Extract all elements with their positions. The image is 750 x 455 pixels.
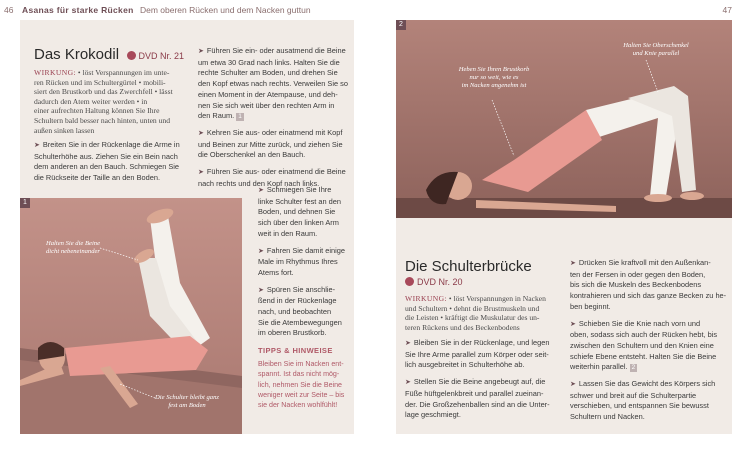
effect-text (405, 294, 565, 332)
step-line: den Kopf etwas nach rechts. Verweilen Sie so (198, 79, 348, 89)
arrow-icon: ➤ (34, 142, 40, 149)
intro-step (34, 140, 196, 184)
effect-line: einer aufrechten Haltung können Sie Ihre (34, 106, 160, 116)
arrow-icon: ➤ (570, 260, 576, 267)
caption-line: und Knie parallel (632, 50, 680, 57)
arrow-icon: ➤ (570, 381, 576, 389)
step-line: kontrahieren und sich das ganze Becken zu he- (570, 291, 727, 301)
arrow-icon: ➤ (258, 187, 264, 194)
schulterbruecke-steps (405, 338, 563, 421)
step-line: ten der Fersen in oder gegen den Boden, (570, 269, 706, 279)
arrow-icon: ➤ (258, 286, 264, 294)
step-line: Kehren Sie aus- oder einatmend mit Kopf (206, 127, 343, 137)
step-line: Lassen Sie das Gewicht des Körpers sich (578, 379, 716, 389)
tips-heading: TIPPS & HINWEISE (258, 346, 333, 355)
step-line: Sie Ihre Arme parallel zum Körper oder seit- (405, 349, 549, 359)
caption-line: Heben Sie Ihren Brustkorb (458, 66, 530, 73)
step-line: Spüren Sie anschlie- (266, 284, 336, 294)
step-line: schwer und breit auf die Schulterpartie (570, 390, 697, 400)
arrow-icon: ➤ (198, 48, 204, 55)
step-line: Führen Sie ein- oder ausatmend die Beine (206, 46, 346, 55)
caption-line: nur so weit, wie es (469, 74, 519, 81)
effect-text (34, 68, 194, 135)
step-line: weiterhin parallel. (570, 362, 628, 372)
step-line: Schulterhöhe aus. Ziehen Sie ein Bein nach (34, 151, 178, 161)
step-line: dem anderen an den Bauch. Schmiegen Sie (34, 162, 180, 172)
effect-line: • löst Verspannungen in Nacken (448, 294, 546, 303)
krokodil-photo (20, 198, 242, 434)
effect-keyword: WIRKUNG: (405, 294, 448, 303)
tips-line: lich, nehmen Sie die Beine (258, 380, 342, 389)
step-line: oben, sodass sich auch der Rücken hebt, bis (570, 330, 718, 340)
step-line: Schieben Sie die Knie nach vorn und (578, 318, 701, 328)
effect-keyword: WIRKUNG: (34, 68, 77, 77)
effect-line: und Schultern • dehnt die Brustmuskeln und (405, 303, 540, 313)
page-title: Die Schulterbrücke (405, 258, 532, 275)
step-line: die Rückseite der Taille an den Boden. (34, 173, 160, 183)
step-line: bis sich die Muskeln des Beckenbodens (570, 280, 702, 290)
tips-line: spannt. Ist das nicht mög- (258, 370, 340, 379)
caption-line: Halten Sie Oberschenkel (623, 42, 689, 49)
step-line: im oberen Brustkorb. (258, 328, 327, 338)
step-line: lich ausgebreitet in Schulterhöhe ab. (405, 360, 525, 370)
step-line: Bleiben Sie in der Rückenlage, und legen (413, 338, 550, 347)
caption-line: dicht nebeneinander (45, 248, 100, 255)
effect-line: ren Rücken und im Schultergürtel • mobili- (34, 77, 166, 87)
step-line: zwischen den Schultern und den Knien eine (570, 340, 714, 350)
caption-line: fest am Boden (168, 402, 206, 409)
step-line: schiefe Ebene entsteht. Halten Sie die Beine (570, 351, 717, 361)
caption-chest (444, 66, 544, 90)
step-line: einen Moment in der Atempause, und deh- (198, 89, 338, 99)
arrow-icon: ➤ (405, 379, 411, 387)
effect-line: die Leisten • kräftigt die Muskulatur des un- (405, 313, 540, 323)
step-line: Schultern und Nacken. (570, 412, 645, 422)
step-line: rechte Schulter am Boden, und drehen Sie (198, 68, 338, 78)
left-page-number: 46 (4, 5, 14, 15)
effect-line: Schultern bald besser nach hinten, unten und (34, 115, 171, 125)
step-line: den Raum. (198, 111, 235, 121)
right-page-number: 47 (722, 5, 732, 15)
photo-badge: 2 (396, 20, 406, 30)
step-line: Breiten Sie in der Rückenlage die Arme in (42, 140, 180, 149)
krokodil-steps (198, 46, 354, 189)
step-line: Stellen Sie die Beine angebeugt auf, die (413, 377, 546, 387)
tips-line: sie der Nacken wohlfühlt! (258, 401, 338, 410)
step-line: die Oberschenkel an den Bauch. (198, 150, 306, 160)
step-line: um etwa 30 Grad nach links. Halten Sie die (198, 57, 340, 67)
running-header (22, 5, 311, 15)
arrow-icon: ➤ (198, 129, 204, 137)
step-line: Atems fort. (258, 267, 294, 277)
schulterbruecke-steps-2 (570, 258, 730, 423)
step-line: verschieben, und entspannen Sie bewusst (570, 401, 709, 411)
caption-line: Halten Sie die Beine (45, 240, 100, 247)
schulterbruecke-photo (396, 20, 732, 218)
step-line: Führen Sie aus- oder einatmend die Beine (206, 167, 346, 177)
step-line: Male im Rhythmus Ihres (258, 257, 338, 267)
step-line: nach rechts und den Kopf nach links. (198, 178, 320, 188)
step-line: und Beinen zur Mitte zurück, und ziehen Sie (198, 139, 343, 149)
step-line: Drücken Sie kraftvoll mit den Außenkan- (578, 258, 711, 267)
tips-line: weniger weit zur Seite – bis (258, 390, 345, 399)
effect-line: siert den Brustkorb und das Zwerchfell • lässt (34, 87, 173, 97)
arrow-icon: ➤ (258, 247, 264, 255)
caption-thighs (604, 42, 708, 58)
step-line: lage geschmiegt. (405, 410, 461, 420)
effect-line: • löst Verspannungen im unte- (77, 68, 170, 77)
step-line: Boden, und dehnen Sie (258, 207, 336, 217)
step-line: sich über den linken Arm (258, 218, 339, 228)
section-title: Asanas für starke Rücken (22, 5, 134, 15)
effect-line: teren Rückens und des Beckenbodens (405, 322, 520, 332)
step-line: ben beginnt. (570, 301, 611, 311)
step-line: nach, und beobachten (258, 307, 332, 317)
step-line: Sie die Atembewegungen (258, 317, 342, 327)
effect-line: außen sinken lassen (34, 125, 95, 135)
step-line: der. Die Großzehenballen sind an die Unter- (405, 399, 550, 409)
caption-line: im Nacken angenehm ist (461, 82, 527, 89)
caption-line: Die Schulter bleibt ganz (155, 394, 219, 401)
play-icon (405, 277, 414, 286)
schulterbruecke-heading (405, 258, 565, 287)
tips-line: Bleiben Sie im Nacken ent- (258, 360, 344, 368)
play-icon (127, 51, 136, 60)
page-title: Das Krokodil (34, 46, 120, 63)
caption-legs (28, 240, 118, 256)
arrow-icon: ➤ (198, 169, 204, 177)
arrow-icon: ➤ (405, 340, 411, 347)
caption-shoulder (138, 394, 236, 410)
arrow-icon: ➤ (570, 320, 576, 328)
step-line: ßend in der Rückenlage (258, 296, 337, 306)
step-line: Schmiegen Sie Ihre (266, 185, 332, 194)
krokodil-steps-2 (258, 185, 352, 339)
dvd-label: DVD Nr. 21 (138, 51, 185, 61)
step-line: Füße hüftgelenkbreit und parallel zueinan- (405, 388, 544, 398)
step-line: Fahren Sie damit einige (266, 245, 345, 255)
step-line: linke Schulter fest an den (258, 196, 341, 206)
tips-box (258, 346, 354, 410)
dvd-label: DVD Nr. 20 (417, 277, 463, 287)
photo-ref-marker: 1 (238, 113, 242, 121)
photo-badge: 1 (20, 198, 30, 208)
step-line: weit in den Raum. (258, 228, 318, 238)
photo-ref-marker: 2 (631, 364, 636, 372)
step-line: nen Sie sich weit über den rechten Arm in (198, 100, 335, 110)
krokodil-heading (34, 46, 194, 64)
effect-line: dadurch den Atem weiter werden • in (34, 96, 148, 106)
section-subtitle: Dem oberen Rücken und dem Nacken guttun (139, 5, 311, 15)
